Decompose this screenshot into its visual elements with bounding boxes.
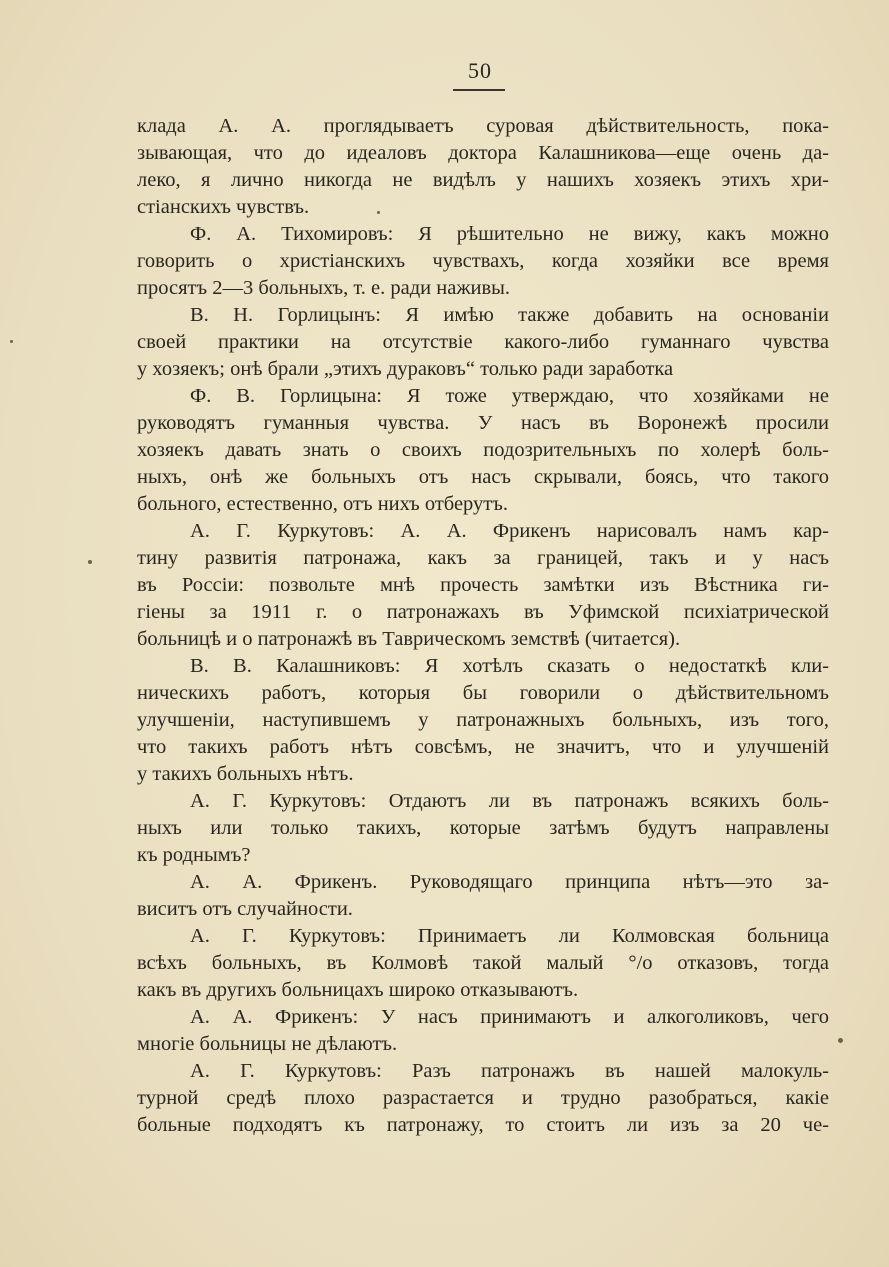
text-line: А. А. Фрикенъ: У насъ принимаютъ и алкоголиковъ, чего — [190, 1006, 829, 1028]
text-line: какъ въ другихъ больницахъ широко отказываютъ. — [137, 979, 579, 1001]
text-line: больные подходятъ къ патронажу, то стоитъ ли изъ за 20 че- — [137, 1114, 829, 1136]
text-line: Ф. В. Горлицына: Я тоже утверждаю, что хозяйками не — [190, 385, 829, 407]
page-number: 50 — [468, 58, 492, 83]
text-line: больницѣ и о патронажѣ въ Таврическомъ земствѣ (читается). — [137, 628, 681, 650]
text-line: А. Г. Куркутовъ: Отдаютъ ли въ патронажъ всякихъ боль- — [190, 790, 829, 812]
text-line: ныхъ, онѣ же больныхъ отъ насъ скрывали, боясь, что такого — [137, 466, 829, 488]
text-line: всѣхъ больныхъ, въ Колмовѣ такой малый °/о отказовъ, тогда — [137, 952, 829, 974]
paper-speck — [377, 211, 380, 214]
text-line: А. Г. Куркутовъ: Принимаетъ ли Колмовская больница — [190, 925, 829, 947]
text-line: В. Н. Горлицынъ: Я имѣю также добавить на основаніи — [190, 304, 829, 326]
text-line: тину развитія патронажа, какъ за границей, такъ и у насъ — [137, 547, 829, 569]
text-line: руководятъ гуманныя чувства. У насъ въ Воронежѣ просили — [137, 412, 829, 434]
body-text — [137, 113, 829, 1139]
text-line: Ф. А. Тихомировъ: Я рѣшительно не вижу, какъ можно — [190, 223, 829, 245]
text-line: А. Г. Куркутовъ: А. А. Фрикенъ нарисовалъ намъ кар- — [190, 520, 829, 542]
text-line: стіанскихъ чувствъ. — [137, 196, 310, 218]
paper-speck — [88, 560, 92, 564]
text-line: больного, естественно, отъ нихъ отберутъ. — [137, 493, 508, 515]
text-line: зывающая, что до идеаловъ доктора Калашникова—еще очень да- — [137, 142, 829, 164]
text-line: у хозяекъ; онѣ брали „этихъ дураковъ“ только ради заработка — [137, 358, 674, 380]
text-line: ныхъ или только такихъ, которые затѣмъ будутъ направлены — [137, 817, 829, 839]
text-line: у такихъ больныхъ нѣтъ. — [137, 763, 354, 785]
text-line: ническихъ работъ, которыя бы говорили о дѣйствительномъ — [137, 682, 829, 704]
text-line: турной средѣ плохо разрастается и трудно разобраться, какіе — [137, 1087, 829, 1109]
text-line: А. А. Фрикенъ. Руководящаго принципа нѣтъ—это за- — [190, 871, 829, 893]
text-line: къ роднымъ? — [137, 844, 251, 866]
text-line: говорить о христіанскихъ чувствахъ, когда хозяйки все время — [137, 250, 829, 272]
text-line: своей практики на отсутствіе какого-либо гуманнаго чувства — [137, 331, 829, 353]
text-line: А. Г. Куркутовъ: Разъ патронажъ въ нашей малокуль- — [190, 1060, 829, 1082]
text-line: гіены за 1911 г. о патронажахъ въ Уфимской психіатрической — [137, 601, 829, 623]
text-line: хозяекъ давать знать о своихъ подозрительныхъ по холерѣ боль- — [137, 439, 829, 461]
page-number-rule — [453, 89, 505, 91]
text-line: въ Россіи: позвольте мнѣ прочесть замѣтки изъ Вѣстника ги- — [137, 574, 829, 596]
text-line: улучшеніи, наступившемъ у патронажныхъ больныхъ, изъ того, — [137, 709, 829, 731]
text-line: виситъ отъ случайности. — [137, 898, 353, 920]
text-line: леко, я лично никогда не видѣлъ у нашихъ хозяекъ этихъ хри- — [137, 169, 829, 191]
text-line: просятъ 2—3 больныхъ, т. е. ради наживы. — [137, 277, 511, 299]
paper-speck — [838, 1038, 843, 1043]
text-line: В. В. Калашниковъ: Я хотѣлъ сказать о недостаткѣ кли- — [190, 655, 829, 677]
paper-speck — [10, 340, 13, 343]
text-line: что такихъ работъ нѣтъ совсѣмъ, не значитъ, что и улучшеній — [137, 736, 829, 758]
text-line: многіе больницы не дѣлаютъ. — [137, 1033, 398, 1055]
text-line: клада А. А. проглядываетъ суровая дѣйствительность, пока- — [137, 115, 829, 137]
